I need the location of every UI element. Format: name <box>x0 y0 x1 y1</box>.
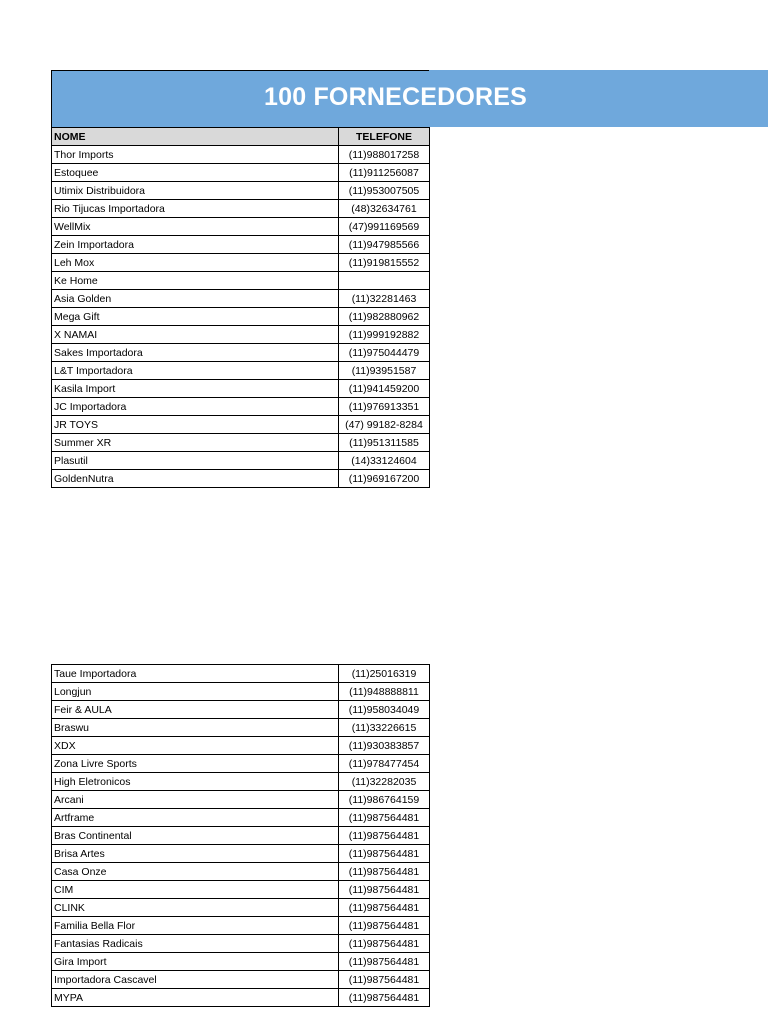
supplier-name-cell: MYPA <box>52 989 339 1007</box>
supplier-phone-cell: (14)33124604 <box>339 452 430 470</box>
supplier-phone-cell: (11)93951587 <box>339 362 430 380</box>
table-row <box>52 398 430 416</box>
supplier-name-cell: Taue Importadora <box>52 665 339 683</box>
supplier-name-cell: Bras Continental <box>52 827 339 845</box>
supplier-name-cell: Utimix Distribuidora <box>52 182 339 200</box>
table-row <box>52 452 430 470</box>
supplier-phone-cell: (11)987564481 <box>339 917 430 935</box>
supplier-phone-cell: (11)987564481 <box>339 971 430 989</box>
supplier-name-cell: JR TOYS <box>52 416 339 434</box>
supplier-name-cell: GoldenNutra <box>52 470 339 488</box>
supplier-phone-cell: (11)951311585 <box>339 434 430 452</box>
supplier-phone-cell: (11)987564481 <box>339 989 430 1007</box>
supplier-name-cell: Familia Bella Flor <box>52 917 339 935</box>
table-row <box>52 344 430 362</box>
table-row <box>52 434 430 452</box>
supplier-phone-cell: (11)987564481 <box>339 827 430 845</box>
supplier-phone-cell: (11)999192882 <box>339 326 430 344</box>
supplier-phone-cell: (11)987564481 <box>339 953 430 971</box>
supplier-name-cell: WellMix <box>52 218 339 236</box>
table-row <box>52 146 430 164</box>
table-row <box>52 755 430 773</box>
table-row <box>52 218 430 236</box>
supplier-name-cell: Brisa Artes <box>52 845 339 863</box>
table-row <box>52 971 430 989</box>
table-row <box>52 683 430 701</box>
suppliers-table-2-body <box>52 665 430 1007</box>
supplier-phone-cell: (11)958034049 <box>339 701 430 719</box>
supplier-name-cell: Estoquee <box>52 164 339 182</box>
table-row <box>52 308 430 326</box>
supplier-phone-cell: (11)911256087 <box>339 164 430 182</box>
table-row <box>52 989 430 1007</box>
supplier-phone-cell: (47) 99182-8284 <box>339 416 430 434</box>
table-row <box>52 236 430 254</box>
table-row <box>52 809 430 827</box>
supplier-name-cell: Feir & AULA <box>52 701 339 719</box>
supplier-phone-cell: (11)947985566 <box>339 236 430 254</box>
title-cell <box>51 70 527 127</box>
supplier-phone-cell <box>339 272 430 290</box>
table-row <box>52 326 430 344</box>
supplier-phone-cell: (11)988017258 <box>339 146 430 164</box>
table-row <box>52 182 430 200</box>
column-header-nome: NOME <box>52 128 339 146</box>
table-row <box>52 164 430 182</box>
supplier-phone-cell: (11)930383857 <box>339 737 430 755</box>
supplier-name-cell: Longjun <box>52 683 339 701</box>
table-row <box>52 719 430 737</box>
table-row <box>52 416 430 434</box>
supplier-name-cell: High Eletronicos <box>52 773 339 791</box>
supplier-name-cell: Importadora Cascavel <box>52 971 339 989</box>
table-row <box>52 272 430 290</box>
supplier-phone-cell: (11)987564481 <box>339 899 430 917</box>
table-row <box>52 863 430 881</box>
supplier-name-cell: Rio Tijucas Importadora <box>52 200 339 218</box>
table-row <box>52 773 430 791</box>
table-row <box>52 290 430 308</box>
supplier-name-cell: Zona Livre Sports <box>52 755 339 773</box>
table-row <box>52 701 430 719</box>
table-row <box>52 935 430 953</box>
supplier-name-cell: Leh Mox <box>52 254 339 272</box>
supplier-phone-cell: (11)953007505 <box>339 182 430 200</box>
supplier-name-cell: Summer XR <box>52 434 339 452</box>
supplier-phone-cell: (11)33226615 <box>339 719 430 737</box>
supplier-phone-cell: (48)32634761 <box>339 200 430 218</box>
table-row <box>52 917 430 935</box>
supplier-name-cell: Asia Golden <box>52 290 339 308</box>
table-row <box>52 470 430 488</box>
page-title: 100 FORNECEDORES <box>264 83 527 111</box>
supplier-name-cell: Kasila Import <box>52 380 339 398</box>
supplier-phone-cell: (11)919815552 <box>339 254 430 272</box>
table-row <box>52 827 430 845</box>
supplier-name-cell: CLINK <box>52 899 339 917</box>
table-row <box>52 200 430 218</box>
supplier-name-cell: Plasutil <box>52 452 339 470</box>
supplier-name-cell: X NAMAI <box>52 326 339 344</box>
supplier-phone-cell: (11)948888811 <box>339 683 430 701</box>
supplier-name-cell: Casa Onze <box>52 863 339 881</box>
supplier-name-cell: Braswu <box>52 719 339 737</box>
supplier-phone-cell: (11)976913351 <box>339 398 430 416</box>
suppliers-table-1-body <box>52 146 430 488</box>
table-row <box>52 953 430 971</box>
supplier-phone-cell: (11)987564481 <box>339 863 430 881</box>
supplier-phone-cell: (11)969167200 <box>339 470 430 488</box>
table-row <box>52 899 430 917</box>
supplier-name-cell: XDX <box>52 737 339 755</box>
table-row <box>52 881 430 899</box>
supplier-name-cell: CIM <box>52 881 339 899</box>
supplier-name-cell: Zein Importadora <box>52 236 339 254</box>
supplier-phone-cell: (11)982880962 <box>339 308 430 326</box>
supplier-phone-cell: (11)978477454 <box>339 755 430 773</box>
supplier-phone-cell: (47)991169569 <box>339 218 430 236</box>
supplier-name-cell: Ke Home <box>52 272 339 290</box>
supplier-phone-cell: (11)975044479 <box>339 344 430 362</box>
suppliers-table-1 <box>51 127 430 488</box>
supplier-name-cell: Gira Import <box>52 953 339 971</box>
supplier-name-cell: JC Importadora <box>52 398 339 416</box>
supplier-name-cell: Thor Imports <box>52 146 339 164</box>
supplier-name-cell: L&T Importadora <box>52 362 339 380</box>
column-header-telefone: TELEFONE <box>339 128 430 146</box>
supplier-phone-cell: (11)987564481 <box>339 935 430 953</box>
supplier-phone-cell: (11)986764159 <box>339 791 430 809</box>
table-row <box>52 665 430 683</box>
table-row <box>52 380 430 398</box>
supplier-name-cell: Arcani <box>52 791 339 809</box>
suppliers-table-2 <box>51 664 430 1007</box>
supplier-phone-cell: (11)987564481 <box>339 809 430 827</box>
table-row <box>52 791 430 809</box>
table-row <box>52 737 430 755</box>
supplier-name-cell: Fantasias Radicais <box>52 935 339 953</box>
supplier-name-cell: Sakes Importadora <box>52 344 339 362</box>
supplier-phone-cell: (11)987564481 <box>339 845 430 863</box>
supplier-phone-cell: (11)32281463 <box>339 290 430 308</box>
supplier-phone-cell: (11)25016319 <box>339 665 430 683</box>
supplier-phone-cell: (11)941459200 <box>339 380 430 398</box>
table-row <box>52 254 430 272</box>
header-row <box>52 128 430 146</box>
supplier-name-cell: Artframe <box>52 809 339 827</box>
table-row <box>52 845 430 863</box>
supplier-name-cell: Mega Gift <box>52 308 339 326</box>
table-row <box>52 362 430 380</box>
supplier-phone-cell: (11)32282035 <box>339 773 430 791</box>
supplier-phone-cell: (11)987564481 <box>339 881 430 899</box>
